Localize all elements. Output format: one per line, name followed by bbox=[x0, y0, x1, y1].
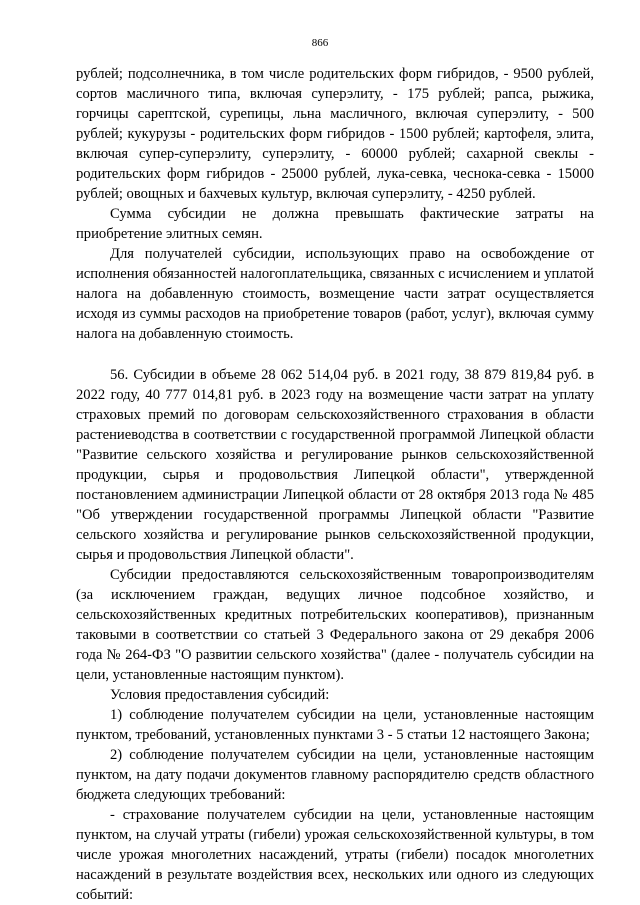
paragraph-seed-prices: рублей; подсолнечника, в том числе родительских форм гибридов, - 9500 рублей, сортов масличного типа, включая суперэлиту, - 175 рублей; рапса, рыжика, горчицы сарептской, сурепицы, льна масличного, включая суперэлиту, - 500 рублей; кукурузы - родительских форм гибридов - 1500 рублей; картофеля, элита, включая супер-суперэлиту, суперэлиту, - 60000 рублей; сахарной свеклы - родительских форм гибридов - 25000 рублей, лука-севка, чеснока-севка - 15000 рублей; овощных и бахчевых культур, включая суперэлиту, - 4250 рублей. bbox=[76, 66, 594, 202]
paragraph-vat-exemption: Для получателей субсидии, использующих право на освобождение от исполнения обязанностей налогоплательщика, связанных с исчислением и уплатой налога на добавленную стоимость, возмещение части затрат осуществляется исходя из суммы расходов на приобретение товаров (работ, услуг), включая сумму налога на добавленную стоимость. bbox=[76, 246, 594, 342]
paragraph-condition-2: 2) соблюдение получателем субсидии на цели, установленные настоящим пунктом, на дату подачи документов главному распорядителю средств областного бюджета следующих требований: bbox=[76, 747, 594, 803]
paragraph-subsidy-limit: Сумма субсидии не должна превышать фактические затраты на приобретение элитных семян. bbox=[76, 206, 594, 242]
paragraph-insurance-requirement: - страхование получателем субсидии на цели, установленные настоящим пунктом, на случай утраты (гибели) урожая сельскохозяйственной культуры, в том числе урожая многолетних насаждений, утраты (гибели) посадок многолетних насаждений в результате воздействия всех, нескольких или одного из следующих событий: bbox=[76, 807, 594, 903]
paragraph-conditions-heading: Условия предоставления субсидий: bbox=[110, 687, 330, 703]
page-number: 866 bbox=[311, 37, 329, 49]
paragraph-item-56: 56. Субсидии в объеме 28 062 514,04 руб. в 2021 году, 38 879 819,84 руб. в 2022 году, 40 777 014,81 руб. в 2023 году на возмещение части затрат на уплату страховых премий по договорам сельскохозяйственного страхования в области растениеводства в соответствии с государственной программой Липецкой области "Развитие сельского хозяйства и регулирование рынков сельскохозяйственной продукции, сырья и продовольствия Липецкой области", утвержденной постановлением администрации Липецкой области от 28 октября 2013 года № 485 "Об утверждении государственной программы Липецкой области "Развитие сельского хозяйства и регулирование рынков сельскохозяйственной продукции, сырья и продовольствия Липецкой области". bbox=[76, 367, 594, 563]
paragraph-recipients: Субсидии предоставляются сельскохозяйственным товаропроизводителям (за исключением граждан, ведущих личное подсобное хозяйство, и сельскохозяйственных кредитных потребительских кооперативов), признанным таковыми в соответствии со статьей 3 Федерального закона от 29 декабря 2006 года № 264-ФЗ "О развитии сельского хозяйства" (далее - получатель субсидии на цели, установленные настоящим пунктом). bbox=[76, 567, 594, 683]
paragraph-spacer bbox=[76, 344, 594, 365]
document-body bbox=[76, 64, 594, 905]
paragraph-condition-1: 1) соблюдение получателем субсидии на цели, установленные настоящим пунктом, требований, установленных пунктами 3 - 5 статьи 12 настоящего Закона; bbox=[76, 707, 594, 743]
